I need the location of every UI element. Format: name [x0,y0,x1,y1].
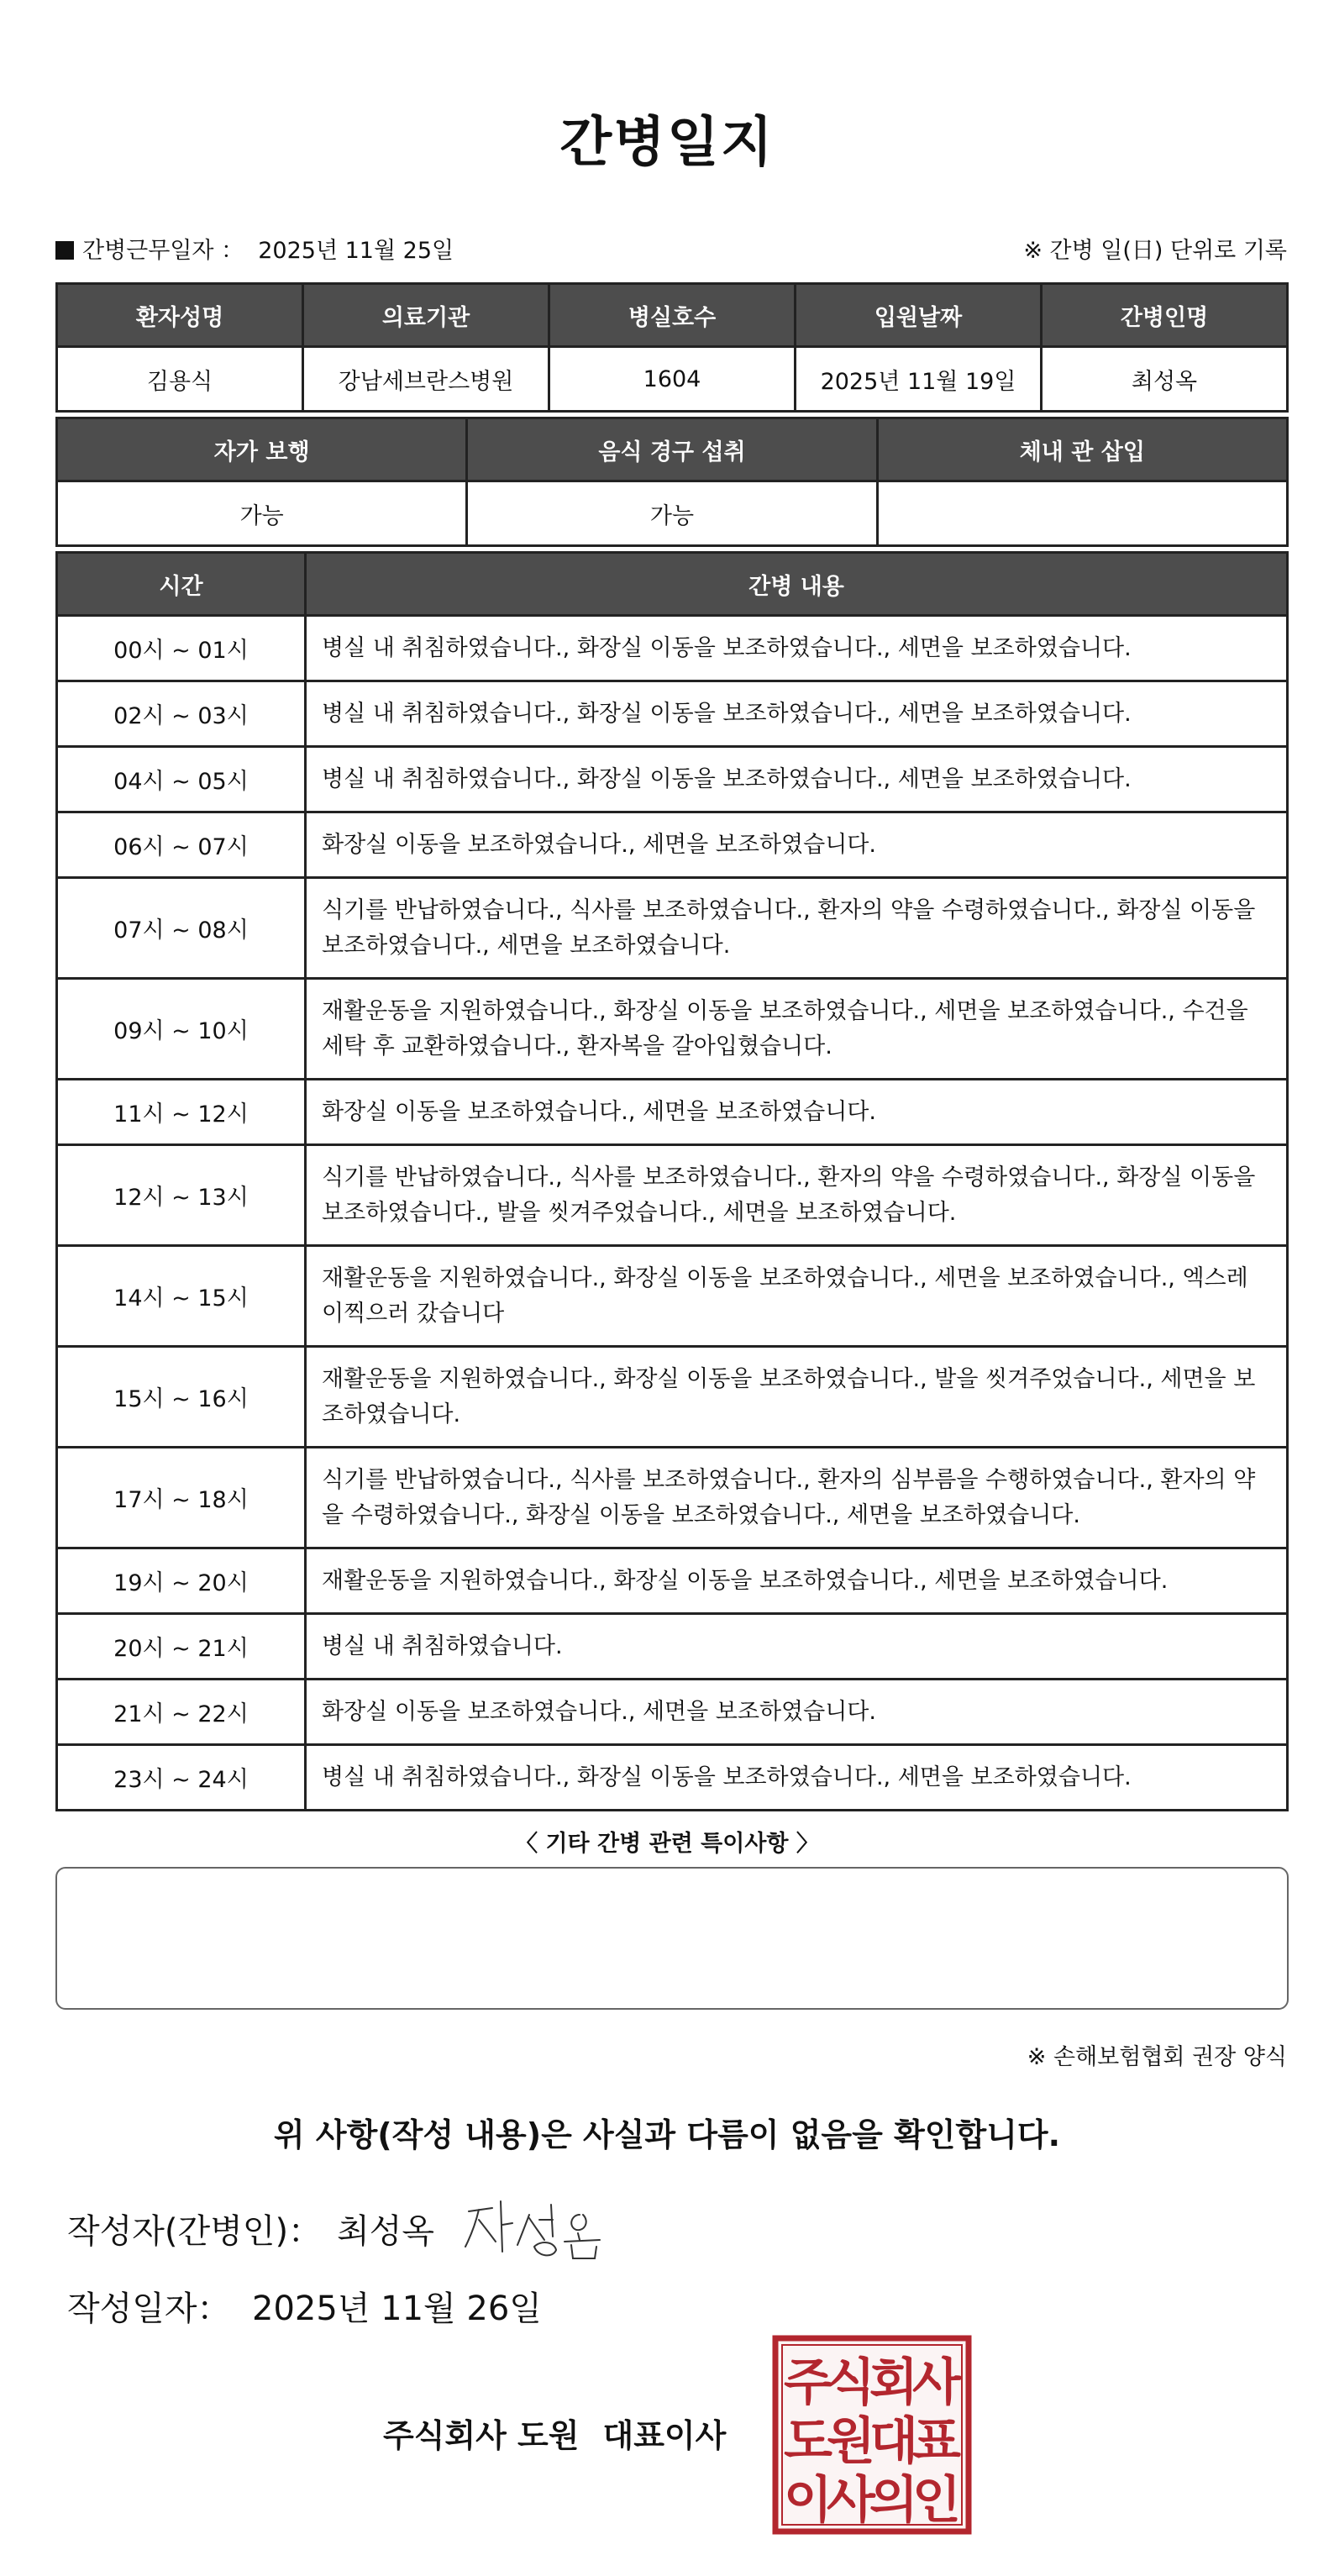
header-patient-name: 환자성명 [57,284,303,347]
svg-text:도: 도 [784,2412,832,2471]
company-name: 주식회사 도원 [383,2417,580,2454]
room-number: 1604 [549,347,796,412]
table-row [57,1448,1288,1548]
representative-title: 대표이사 [602,2417,727,2454]
content-cell: 화장실 이동을 보조하였습니다., 세면을 보조하였습니다. [306,1680,1288,1745]
time-cell: 21시 ~ 22시 [57,1680,306,1745]
content-cell: 재활운동을 지원하였습니다., 화장실 이동을 보조하였습니다., 세면을 보조하였습니다. [306,1548,1288,1614]
special-notes-title: 〈 기타 간병 관련 특이사항 〉 [515,1831,819,1857]
patient-info-header-row [57,284,1288,347]
svg-text:사: 사 [827,2471,875,2530]
content-cell: 화장실 이동을 보조하였습니다., 세면을 보조하였습니다. [306,812,1288,878]
content-cell: 병실 내 취침하였습니다., 화장실 이동을 보조하였습니다., 세면을 보조하였습니다. [306,681,1288,747]
care-log-header-row [57,553,1288,616]
svg-text:표: 표 [912,2412,961,2471]
table-row [57,616,1288,681]
svg-text:사: 사 [912,2353,961,2412]
table-row [57,1080,1288,1145]
content-cell: 식기를 반납하였습니다., 식사를 보조하였습니다., 환자의 약을 수령하였습니다., 화장실 이동을 보조하였습니다., 발을 씻겨주었습니다., 세면을 보조하였습니다. [306,1145,1288,1246]
writer-label: 작성자(간병인)： [67,2212,323,2251]
handwritten-signature [460,2186,628,2262]
write-date-label: 작성일자： [67,2289,231,2328]
content-cell: 식기를 반납하였습니다., 식사를 보조하였습니다., 환자의 약을 수령하였습니다., 화장실 이동을 보조하였습니다., 세면을 보조하였습니다. [306,878,1288,979]
table-row [57,878,1288,979]
content-cell: 재활운동을 지원하였습니다., 화장실 이동을 보조하였습니다., 세면을 보조하였습니다., 엑스레이찍으러 갔습니다 [306,1246,1288,1347]
patient-name: 김용식 [57,347,303,412]
table-row [57,1745,1288,1811]
time-cell: 17시 ~ 18시 [57,1448,306,1548]
header-care-content: 간병 내용 [306,553,1288,616]
header-caregiver-name: 간병인명 [1042,284,1288,347]
svg-text:주: 주 [784,2353,832,2412]
table-row [57,681,1288,747]
write-date-value: 2025년 11월 26일 [252,2289,542,2328]
table-row [57,1145,1288,1246]
status-value-row [57,481,1288,546]
time-cell: 07시 ~ 08시 [57,878,306,979]
header-oral-intake: 음식 경구 섭취 [467,418,877,481]
company-seal [771,2334,973,2536]
content-cell: 병실 내 취침하였습니다., 화장실 이동을 보조하였습니다., 세면을 보조하였습니다. [306,1745,1288,1811]
time-cell: 09시 ~ 10시 [57,979,306,1080]
content-cell: 화장실 이동을 보조하였습니다., 세면을 보조하였습니다. [306,1080,1288,1145]
header-admission-date: 입원날짜 [796,284,1042,347]
time-cell: 12시 ~ 13시 [57,1145,306,1246]
unit-note: ※ 간병 일(日) 단위로 기록 [1023,238,1287,264]
table-row [57,1246,1288,1347]
special-notes-box [55,1867,1289,2010]
writer-name: 최성옥 [337,2212,434,2251]
content-cell: 재활운동을 지원하였습니다., 화장실 이동을 보조하였습니다., 세면을 보조하였습니다., 수건을 세탁 후 교환하였습니다., 환자복을 갈아입혔습니다. [306,979,1288,1080]
content-cell: 재활운동을 지원하였습니다., 화장실 이동을 보조하였습니다., 발을 씻겨주었습니다., 세면을 보조하였습니다. [306,1347,1288,1448]
work-date-value: 2025년 11월 25일 [258,238,454,264]
time-cell: 14시 ~ 15시 [57,1246,306,1347]
confirmation-statement: 위 사항(작성 내용)은 사실과 다름이 없음을 확인합니다. [273,2116,1061,2153]
company-line [383,2410,726,2456]
patient-status-table [55,417,1289,547]
svg-text:인: 인 [912,2471,961,2530]
time-cell: 06시 ~ 07시 [57,812,306,878]
content-cell: 식기를 반납하였습니다., 식사를 보조하였습니다., 환자의 심부름을 수행하였습니다., 환자의 약을 수령하였습니다., 화장실 이동을 보조하였습니다., 세면을 보조하였습니다. [306,1448,1288,1548]
work-date-line [55,232,454,265]
recommend-note: ※ 손해보험협회 권장 양식 [1027,2044,1287,2070]
tube-insertion-value [877,481,1287,546]
status-header-row [57,418,1288,481]
svg-text:대: 대 [869,2412,918,2471]
svg-text:회: 회 [869,2353,918,2412]
self-walking-value: 가능 [57,481,467,546]
time-cell: 00시 ~ 01시 [57,616,306,681]
writer-line [67,2205,434,2253]
table-row [57,1614,1288,1680]
time-cell: 19시 ~ 20시 [57,1548,306,1614]
svg-text:의: 의 [869,2471,918,2530]
oral-intake-value: 가능 [467,481,877,546]
content-cell: 병실 내 취침하였습니다., 화장실 이동을 보조하였습니다., 세면을 보조하였습니다. [306,616,1288,681]
table-row [57,1548,1288,1614]
table-row [57,1680,1288,1745]
time-cell: 02시 ~ 03시 [57,681,306,747]
table-row [57,1347,1288,1448]
hospital-name: 강남세브란스병원 [303,347,549,412]
work-date-label: 간병근무일자 ： [82,238,244,264]
write-date-line [67,2282,542,2330]
time-cell: 20시 ~ 21시 [57,1614,306,1680]
header-tube-insertion: 체내 관 삽입 [877,418,1287,481]
svg-text:원: 원 [827,2412,875,2471]
table-row [57,747,1288,812]
square-bullet-icon [55,241,74,260]
table-row [57,979,1288,1080]
content-cell: 병실 내 취침하였습니다., 화장실 이동을 보조하였습니다., 세면을 보조하였습니다. [306,747,1288,812]
content-cell: 병실 내 취침하였습니다. [306,1614,1288,1680]
svg-text:이: 이 [784,2471,832,2530]
table-row [57,812,1288,878]
time-cell: 04시 ~ 05시 [57,747,306,812]
header-time: 시간 [57,553,306,616]
time-cell: 15시 ~ 16시 [57,1347,306,1448]
care-log-table [55,551,1289,1811]
patient-info-table [55,282,1289,413]
header-hospital: 의료기관 [303,284,549,347]
time-cell: 23시 ~ 24시 [57,1745,306,1811]
caregiver-name: 최성옥 [1042,347,1288,412]
header-self-walking: 자가 보행 [57,418,467,481]
svg-text:식: 식 [827,2353,875,2412]
document-title: 간병일지 [559,112,775,174]
admission-date: 2025년 11월 19일 [796,347,1042,412]
time-cell: 11시 ~ 12시 [57,1080,306,1145]
patient-info-value-row [57,347,1288,412]
header-room-number: 병실호수 [549,284,796,347]
